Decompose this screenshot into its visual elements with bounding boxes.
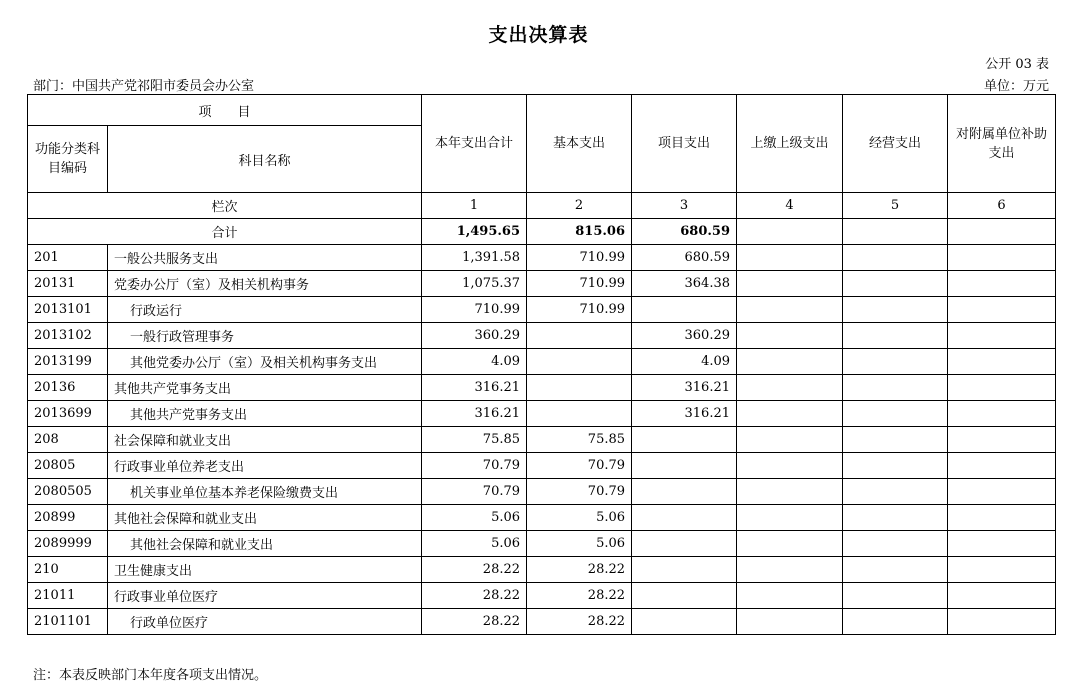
row-value — [843, 297, 948, 323]
row-value — [527, 349, 632, 375]
row-code: 208 — [28, 427, 108, 453]
row-code: 21011 — [28, 583, 108, 609]
row-name: 行政事业单位养老支出 — [108, 453, 422, 479]
row-value — [527, 323, 632, 349]
header-col-4: 上缴上级支出 — [737, 95, 843, 193]
total-value: 815.06 — [527, 219, 632, 245]
row-value — [948, 323, 1056, 349]
row-value — [737, 557, 843, 583]
row-value: 75.85 — [422, 427, 527, 453]
row-code: 2089999 — [28, 531, 108, 557]
row-name: 行政事业单位医疗 — [108, 583, 422, 609]
row-value — [843, 375, 948, 401]
total-value — [948, 219, 1056, 245]
row-value: 316.21 — [632, 401, 737, 427]
row-value — [843, 245, 948, 271]
table-row — [28, 583, 1056, 609]
table-row — [28, 609, 1056, 635]
row-value — [737, 427, 843, 453]
row-code: 210 — [28, 557, 108, 583]
row-value — [843, 479, 948, 505]
footnote: 注：本表反映部门本年度各项支出情况。 — [33, 668, 268, 683]
column-number: 4 — [737, 193, 843, 219]
row-value: 70.79 — [527, 479, 632, 505]
row-name: 其他社会保障和就业支出 — [108, 505, 422, 531]
row-value — [948, 401, 1056, 427]
total-value: 680.59 — [632, 219, 737, 245]
table-row — [28, 349, 1056, 375]
row-value — [948, 427, 1056, 453]
row-value — [737, 349, 843, 375]
row-name: 卫生健康支出 — [108, 557, 422, 583]
row-value — [843, 349, 948, 375]
row-name: 一般公共服务支出 — [108, 245, 422, 271]
column-index-label: 栏次 — [28, 193, 422, 219]
row-value — [737, 245, 843, 271]
row-value — [737, 505, 843, 531]
total-label: 合计 — [28, 219, 422, 245]
row-code: 2101101 — [28, 609, 108, 635]
row-code: 2013101 — [28, 297, 108, 323]
row-value: 710.99 — [527, 245, 632, 271]
total-value — [737, 219, 843, 245]
row-value — [737, 323, 843, 349]
row-value — [737, 531, 843, 557]
row-value: 70.79 — [422, 479, 527, 505]
row-value: 28.22 — [422, 609, 527, 635]
row-value: 28.22 — [527, 557, 632, 583]
row-value — [948, 479, 1056, 505]
row-value — [948, 453, 1056, 479]
row-value: 70.79 — [422, 453, 527, 479]
row-value — [948, 531, 1056, 557]
column-number: 1 — [422, 193, 527, 219]
row-value — [948, 349, 1056, 375]
table-row — [28, 323, 1056, 349]
table-row — [28, 453, 1056, 479]
table-row — [28, 505, 1056, 531]
row-value — [843, 505, 948, 531]
row-code: 201 — [28, 245, 108, 271]
row-value — [737, 453, 843, 479]
expenditure-table — [27, 94, 1056, 635]
row-name: 行政运行 — [108, 297, 422, 323]
row-code: 2080505 — [28, 479, 108, 505]
table-row — [28, 427, 1056, 453]
row-value — [632, 479, 737, 505]
row-value — [843, 323, 948, 349]
row-code: 20131 — [28, 271, 108, 297]
column-number: 2 — [527, 193, 632, 219]
table-row — [28, 531, 1056, 557]
table-row — [28, 557, 1056, 583]
row-name: 一般行政管理事务 — [108, 323, 422, 349]
row-code: 20899 — [28, 505, 108, 531]
row-value — [843, 531, 948, 557]
header-col-5: 经营支出 — [843, 95, 948, 193]
row-value — [948, 271, 1056, 297]
table-code: 公开 03 表 — [985, 57, 1049, 72]
table-row — [28, 375, 1056, 401]
row-value — [737, 609, 843, 635]
row-value — [737, 375, 843, 401]
row-value: 1,391.58 — [422, 245, 527, 271]
row-value: 5.06 — [527, 531, 632, 557]
row-value — [948, 297, 1056, 323]
row-name: 其他共产党事务支出 — [108, 401, 422, 427]
row-value — [737, 297, 843, 323]
row-value — [632, 557, 737, 583]
row-value: 360.29 — [422, 323, 527, 349]
row-value: 4.09 — [422, 349, 527, 375]
header-col-2: 基本支出 — [527, 95, 632, 193]
row-value: 360.29 — [632, 323, 737, 349]
department-label: 部门：中国共产党祁阳市委员会办公室 — [33, 79, 255, 94]
column-index-row — [28, 193, 1056, 219]
row-name: 社会保障和就业支出 — [108, 427, 422, 453]
row-value — [632, 609, 737, 635]
table-row — [28, 297, 1056, 323]
row-value: 5.06 — [422, 531, 527, 557]
header-code: 功能分类科目编码 — [28, 126, 108, 193]
row-value: 710.99 — [422, 297, 527, 323]
row-code: 2013199 — [28, 349, 108, 375]
row-value: 28.22 — [527, 609, 632, 635]
row-value — [843, 453, 948, 479]
row-value — [948, 609, 1056, 635]
row-value — [948, 583, 1056, 609]
column-number: 3 — [632, 193, 737, 219]
row-name: 其他社会保障和就业支出 — [108, 531, 422, 557]
row-value — [843, 609, 948, 635]
row-value — [948, 505, 1056, 531]
header-name: 科目名称 — [108, 126, 422, 193]
row-value: 70.79 — [527, 453, 632, 479]
column-number: 6 — [948, 193, 1056, 219]
row-value — [737, 583, 843, 609]
row-value — [632, 297, 737, 323]
total-value — [843, 219, 948, 245]
header-item: 项 目 — [28, 95, 422, 126]
table-row — [28, 401, 1056, 427]
row-value — [527, 401, 632, 427]
row-value — [843, 557, 948, 583]
row-value: 1,075.37 — [422, 271, 527, 297]
row-value — [632, 427, 737, 453]
row-value: 316.21 — [422, 401, 527, 427]
row-value — [948, 245, 1056, 271]
row-value: 28.22 — [422, 557, 527, 583]
row-value — [632, 453, 737, 479]
unit-label: 单位：万元 — [983, 79, 1049, 94]
row-value: 28.22 — [527, 583, 632, 609]
row-value: 710.99 — [527, 271, 632, 297]
row-value — [843, 583, 948, 609]
row-name: 其他共产党事务支出 — [108, 375, 422, 401]
table-row — [28, 271, 1056, 297]
row-code: 20136 — [28, 375, 108, 401]
row-name: 其他党委办公厅（室）及相关机构事务支出 — [108, 349, 422, 375]
header-col-3: 项目支出 — [632, 95, 737, 193]
row-value — [843, 271, 948, 297]
row-value: 28.22 — [422, 583, 527, 609]
row-value — [843, 427, 948, 453]
header-col-6: 对附属单位补助支出 — [948, 95, 1056, 193]
row-value: 316.21 — [422, 375, 527, 401]
column-number: 5 — [843, 193, 948, 219]
row-value — [527, 375, 632, 401]
header-col-1: 本年支出合计 — [422, 95, 527, 193]
row-name: 行政单位医疗 — [108, 609, 422, 635]
row-name: 机关事业单位基本养老保险缴费支出 — [108, 479, 422, 505]
table-row — [28, 245, 1056, 271]
row-value — [843, 401, 948, 427]
row-value — [948, 375, 1056, 401]
row-value: 710.99 — [527, 297, 632, 323]
row-value: 5.06 — [527, 505, 632, 531]
row-value: 75.85 — [527, 427, 632, 453]
row-value: 680.59 — [632, 245, 737, 271]
row-value — [737, 479, 843, 505]
page-title: 支出决算表 — [488, 24, 589, 46]
row-code: 2013699 — [28, 401, 108, 427]
row-value — [948, 557, 1056, 583]
row-name: 党委办公厅（室）及相关机构事务 — [108, 271, 422, 297]
row-value — [737, 271, 843, 297]
row-value — [632, 505, 737, 531]
row-value: 5.06 — [422, 505, 527, 531]
row-value — [632, 531, 737, 557]
row-value: 4.09 — [632, 349, 737, 375]
total-row — [28, 219, 1056, 245]
table-row — [28, 479, 1056, 505]
row-code: 20805 — [28, 453, 108, 479]
row-value — [632, 583, 737, 609]
row-value: 364.38 — [632, 271, 737, 297]
row-code: 2013102 — [28, 323, 108, 349]
row-value — [737, 401, 843, 427]
total-value: 1,495.65 — [422, 219, 527, 245]
row-value: 316.21 — [632, 375, 737, 401]
